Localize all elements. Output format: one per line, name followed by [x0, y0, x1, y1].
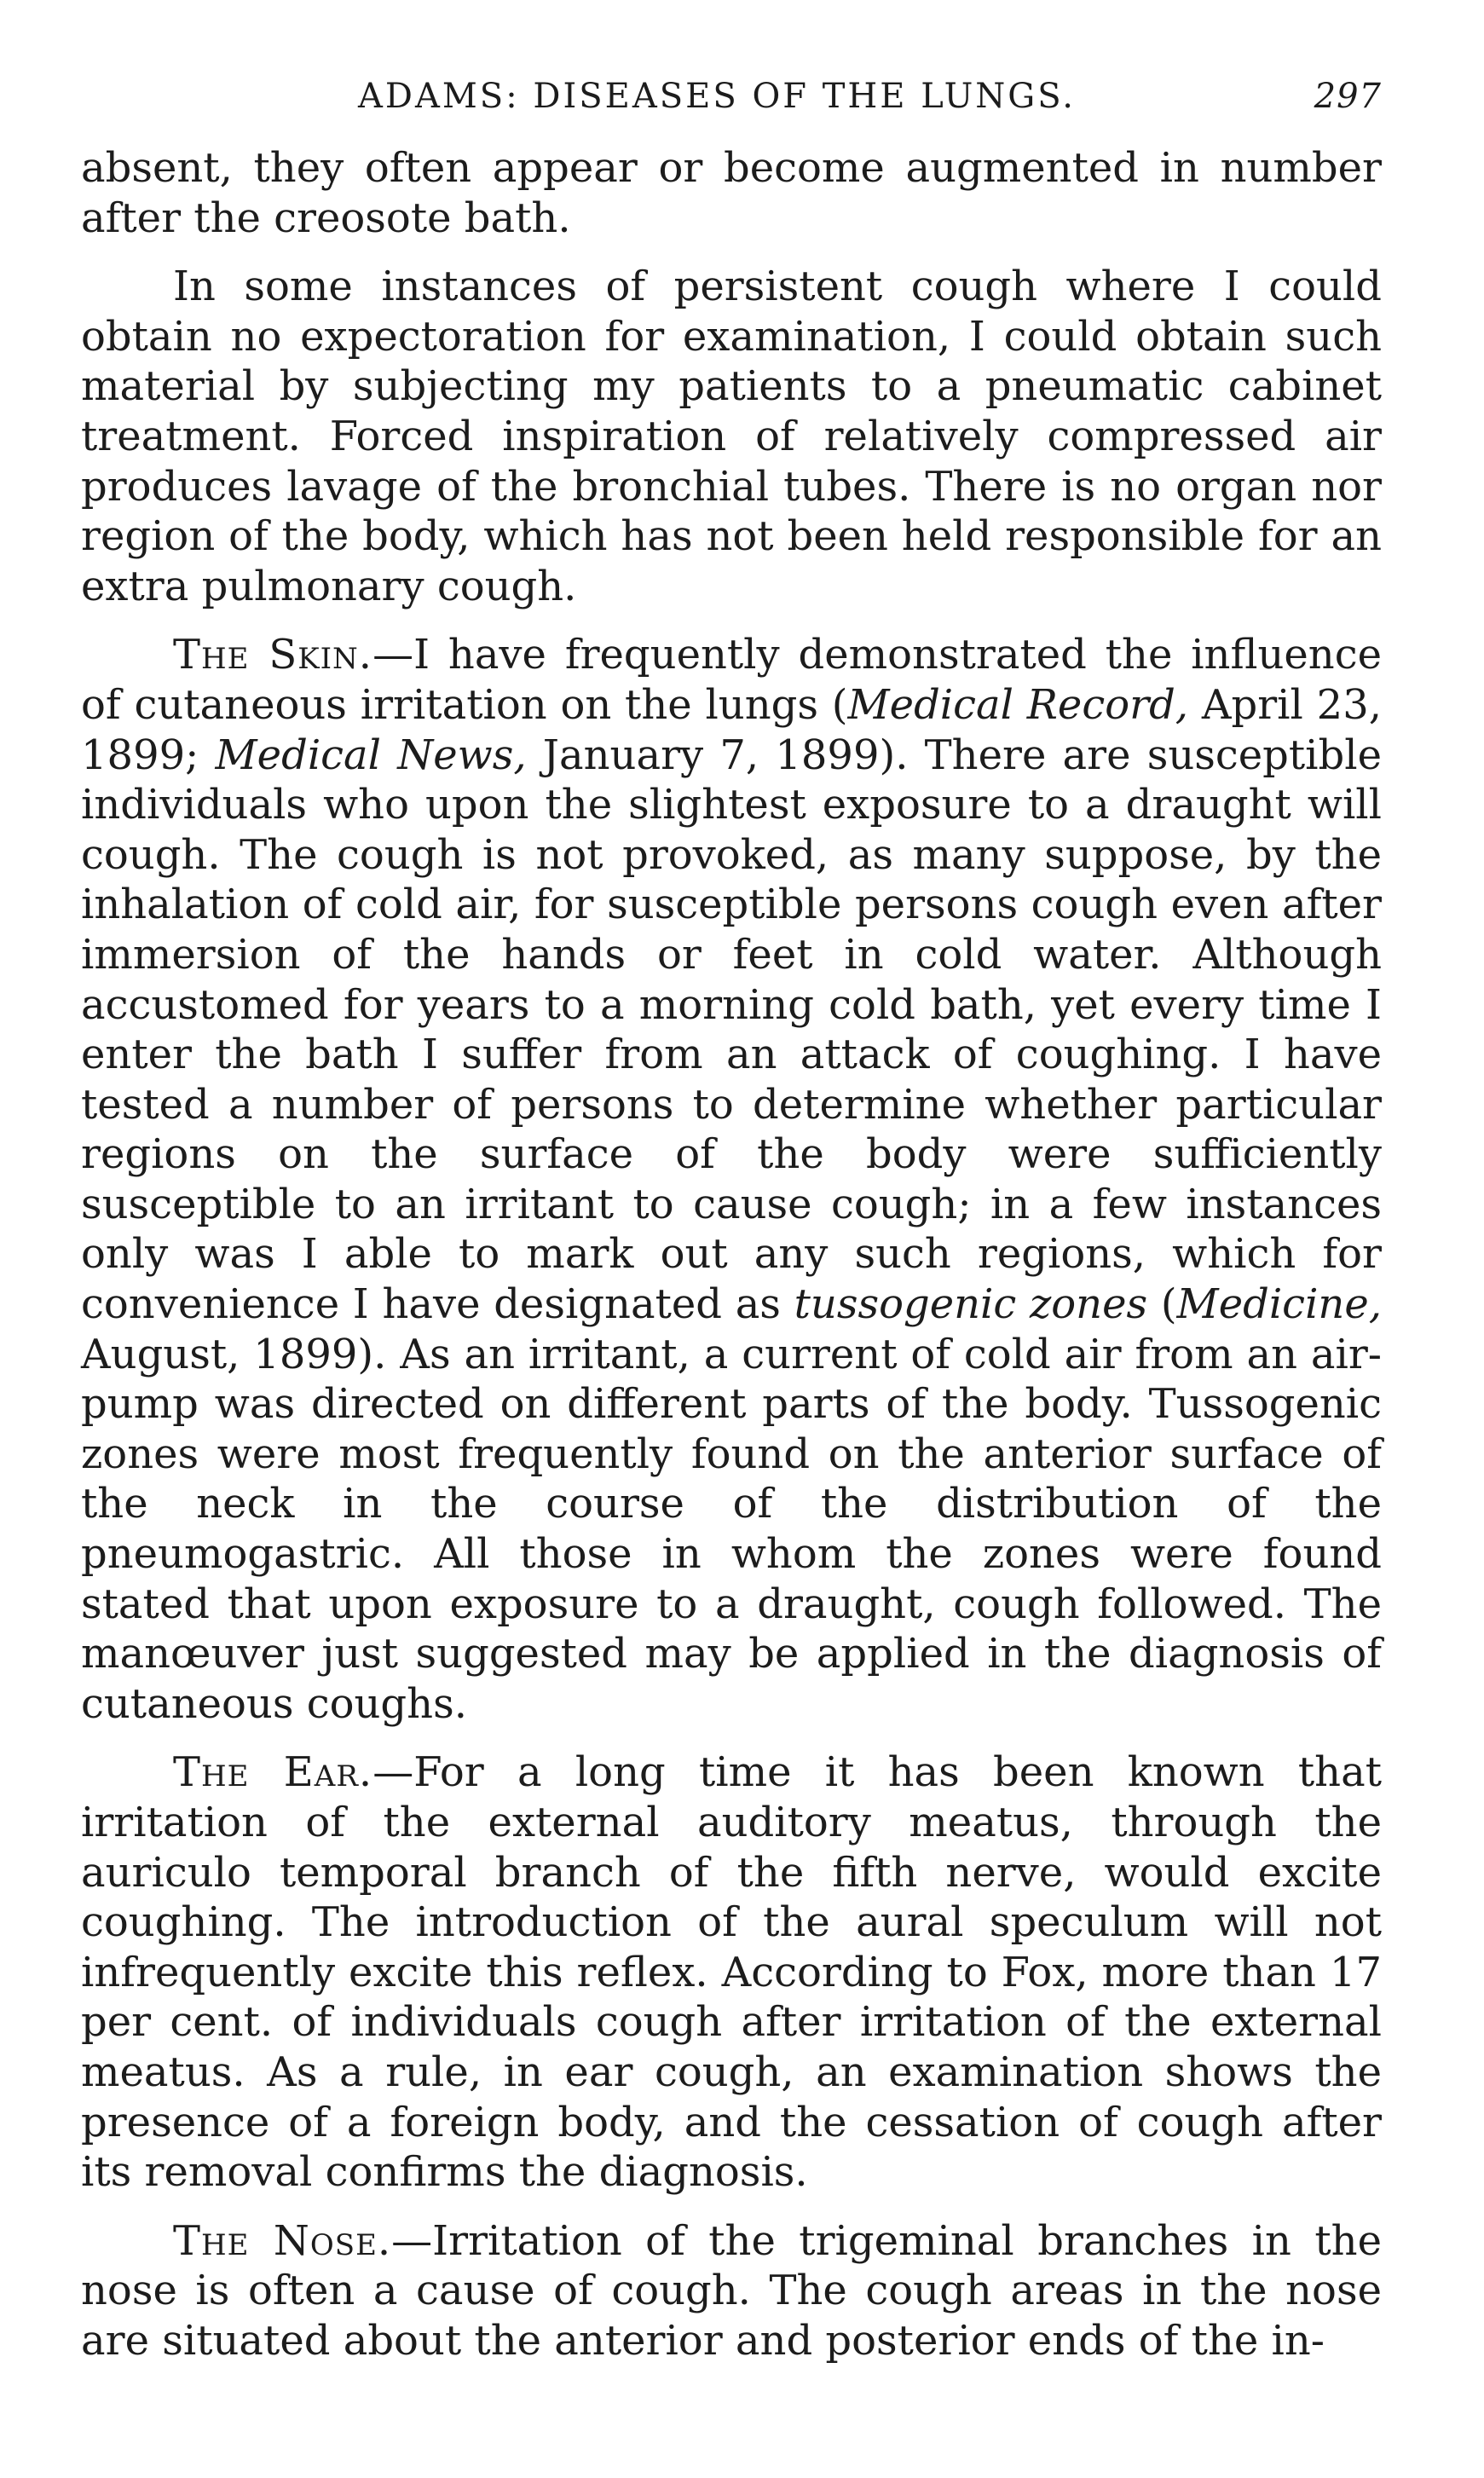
skin-text-1: —I have frequently demonstrated the influence of cutaneous irritation on the lungs ( [81, 631, 1383, 729]
skin-text-5: August, 1899). As an irritant, a current of cold air from an air-pump was directed on different parts of the body. Tussogenic zones were most frequently found on the anterior surface of the neck in the course of the distribution of the pneumogastric. All those in whom the zones were found stated that upon exposure to a draught, cough followed. The manœuver just suggested may be applied in the diagnosis of cutaneous coughs. [81, 1330, 1382, 1728]
paragraph-the-nose [81, 2216, 1382, 2366]
running-head [81, 68, 1382, 128]
paragraph-the-ear [81, 1747, 1382, 2197]
nose-text: —Irritation of the trigeminal branches in the nose is often a cause of cough. The cough areas in the nose are situated about the anterior and posterior ends of the in- [81, 2216, 1382, 2365]
running-title: ADAMS: DISEASES OF THE LUNGS. [358, 77, 1076, 116]
section-heading-skin: The Skin. [173, 631, 373, 679]
page-number: 297 [1314, 77, 1382, 116]
skin-text-3: January 7, 1899). There are susceptible individuals who upon the slightest exposure to a draught will cough. The cough is not provoked, as many suppose, by the inhalation of cold air, for susceptible persons cough even after immersion of the hands or feet in cold water. Although accustomed for years to a morning cold bath, yet every time I enter the bath I suffer from an attack of coughing. I have tested a number of persons to determine whether particular regions on the surface of the body were sufficiently susceptible to an irritant to cause cough; in a few instances only was I able to mark out any such regions, which for convenience I have designated as [81, 731, 1383, 1329]
paragraph-the-skin [81, 630, 1382, 1729]
citation-medical-news: Medical News, [215, 731, 527, 779]
section-heading-ear: The Ear. [173, 1748, 373, 1797]
paragraph-continued: absent, they often appear or become augmented in number after the creosote bath. [81, 144, 1382, 242]
skin-text-2: April 23, 1899; [81, 680, 1382, 779]
ear-text: —For a long time it has been known that irritation of the external auditory meatus, through the auriculo temporal branch of the fifth nerve, would excite coughing. The introduction of the aural speculum will not infrequently excite this reflex. According to Fox, more than 17 per cent. of individuals cough after irritation of the external meatus. As a rule, in ear cough, an examination shows the presence of a foreign body, and the cessation of cough after its removal confirms the diagnosis. [81, 1748, 1382, 2197]
citation-medical-record: Medical Record, [847, 680, 1189, 729]
skin-text-4: ( [1147, 1280, 1177, 1329]
citation-medicine: Medicine, [1176, 1280, 1382, 1329]
section-heading-nose: The Nose. [173, 2216, 392, 2265]
term-tussogenic-zones: tussogenic zones [794, 1280, 1148, 1329]
paragraph-cough-expectoration: In some instances of persistent cough where I could obtain no expectoration for examination, I could obtain such material by subjecting my patients to a pneumatic cabinet treatment. Forced inspiration of relatively compressed air produces lavage of the bronchial tubes. There is no organ nor region of the body, which has not been held responsible for an extra pulmonary cough. [81, 263, 1382, 610]
